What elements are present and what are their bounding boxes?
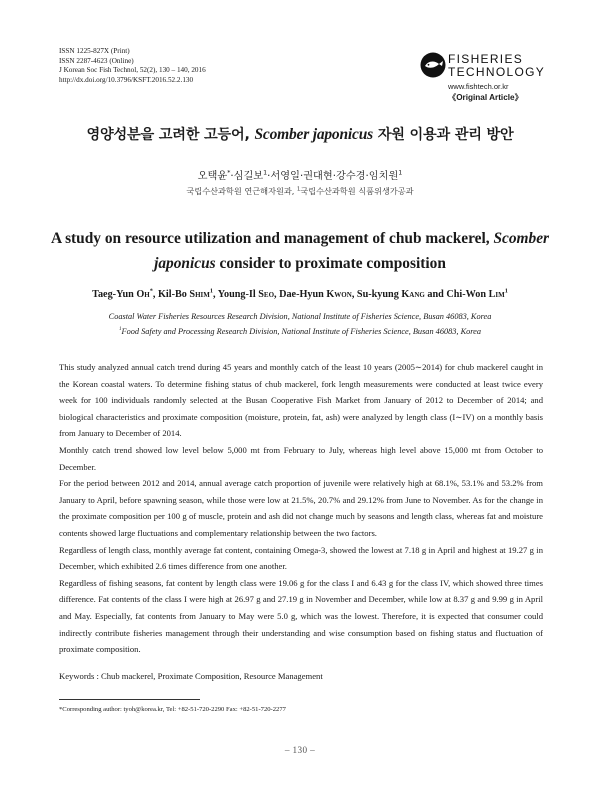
page-number: – 130 – [284, 745, 316, 755]
author-en-last: Oh [136, 289, 150, 300]
author-ko: 오택윤 [197, 171, 228, 182]
english-authors: Taeg-Yun Oh*, Kil-Bo Shim$^1$, Young-Il Seo, Dae-Hyun Kwon, Su-kyung Kang and Chi-Won Lim$^1$ [92, 287, 508, 300]
english-affil-2-line [0, 324, 600, 339]
author-ko-sup: 1 [263, 169, 268, 177]
footnote-divider [59, 699, 200, 700]
author-en-last: Lim [488, 289, 505, 300]
abstract-paragraph: Regardless of fishing seasons, fat content by length class were 19.06 g for the class I and 6.43 g for the class IV, which showed three times difference. Fat contents of the class I were high at 26.97 g and 27.19 g in November and December, while low at 8.37 g and 9.99 g in April and May. Especially, fat contents from January to May were 5.0 g, which was the lowest. Therefore, it is expected that consumer could indirectly contribute fisheries management through their understanding and wise consumption based on fishing status and fluctuation of proximate composition. [59, 577, 543, 655]
logo-word-fisheries: FISHERIES [448, 52, 524, 66]
english-title-species: Scomber japonicus [154, 230, 550, 272]
corresponding-author-footnote: *Corresponding author: tyoh@korea.kr, Tel: +82-51-720-2290 Fax: +82-51-720-2277 [59, 706, 286, 713]
korean-authors: 오택윤*·심길보$^1$·서영일·권대현·강수경·임치원$^1$ [197, 169, 403, 182]
author-en-first: Chi-Won [446, 289, 487, 300]
abstract-paragraph: For the period between 2012 and 2014, annual average catch proportion of juvenile were relatively high at 68.1%, 53.1% and 53.2% from January to April, before spawning season, while those were low at 21.5%, 20.7% and 29.12% from June to November. As for the change in the proximate composition per 100 g of muscle, protein and ash did not change much by seasons and length class, whereas fat and moisture contents showed large fluctuations and complementary relationship between the two factors. [59, 478, 543, 538]
author-en-last: Kang [401, 289, 425, 300]
korean-title-pre: 영양성분을 고려한 고등어, [86, 127, 255, 143]
korean-affil-2: 국립수산과학원 식품위생가공과 [300, 186, 414, 196]
korean-title-species: Scomber japonicus [254, 126, 373, 143]
korean-title-post: 자원 이용과 관리 방안 [372, 127, 514, 143]
author-en-first: Taeg-Yun [92, 289, 134, 300]
author-ko: 서영일 [270, 171, 300, 182]
english-affil-2: Food Safety and Processing Research Division, National Institute of Fisheries Science, Busan 46083, Korea [121, 327, 482, 336]
english-affil-2-sup: 1 [118, 326, 122, 333]
journal-meta [59, 47, 206, 85]
author-en-last: Kwon [326, 289, 352, 300]
abstract-paragraph: Monthly catch trend showed low level below 5,000 mt from February to July, whereas high level above 15,000 mt from October to December. [59, 444, 543, 472]
author-en-last: Seo [258, 289, 275, 300]
author-en-first: Dae-Hyun [279, 289, 324, 300]
citation: J Korean Soc Fish Technol, 52(2), 130 – 140, 2016 [59, 66, 206, 75]
author-en-last: Shim [189, 289, 210, 300]
english-title-post: consider to proximate composition [215, 255, 446, 272]
author-en-first: Kil-Bo [158, 289, 187, 300]
korean-affil-1: 국립수산과학원 연근해자원과, [186, 186, 295, 196]
author-en-sup: * [149, 287, 153, 295]
author-en-first: Su-kyung [356, 289, 399, 300]
author-ko-sup: 1 [398, 169, 403, 177]
author-ko: 심길보 [233, 171, 264, 182]
keywords: Keywords : Chub mackerel, Proximate Composition, Resource Management [59, 671, 323, 681]
author-en-sup: 1 [504, 287, 508, 295]
logo-word-technology: TECHNOLOGY [448, 65, 546, 79]
english-title [50, 226, 550, 276]
journal-logo [420, 50, 546, 108]
author-ko: 강수경 [335, 171, 366, 182]
doi-link[interactable]: http://dx.doi.org/10.3796/KSFT.2016.52.2.130 [59, 75, 194, 84]
journal-url[interactable]: www.fishtech.or.kr [448, 82, 509, 91]
author-ko-sup: * [227, 169, 231, 177]
korean-affil-2-sup: 1 [297, 186, 301, 193]
issn-online: ISSN 2287-4623 (Online) [59, 56, 134, 65]
english-affil-1: Coastal Water Fisheries Resources Research Division, National Institute of Fisheries Science, Busan 46083, Korea [108, 312, 492, 321]
korean-affiliations [0, 186, 600, 197]
fish-logo-icon [420, 52, 446, 78]
author-en-first: Young-Il [217, 289, 256, 300]
author-ko: 임치원 [368, 171, 399, 182]
english-title-pre: A study on resource utilization and management of chub mackerel, [50, 230, 494, 247]
english-affiliations [0, 309, 600, 339]
issn-print: ISSN 1225-827X (Print) [59, 47, 130, 55]
abstract [59, 359, 543, 658]
abstract-paragraph: Regardless of length class, monthly average fat content, containing Omega-3, showed the lowest at 7.18 g in April and highest at 19.27 g in December, which exhibited 2.6 times difference from one another. [59, 544, 543, 572]
author-ko: 권대현 [303, 171, 333, 182]
korean-title [0, 124, 600, 144]
author-en-sup: 1 [209, 287, 214, 295]
article-type: 《Original Article》 [448, 93, 523, 102]
abstract-paragraph: This study analyzed annual catch trend during 45 years and monthly catch of the least 10 years (2005∼2014) for chub mackerel caught in the Korean coastal waters. To determine fishing status of chub mackerel, fork length measurements were conducted at least twice every week for 100 individuals randomly selected at the Busan Cooperative Fish Market from January of 2012 to December of 2014; and biological characteristics and proximate composition (moisture, protein, fat, ash) were analyzed by length class (I∼IV) on a monthly basis from January to December of 2014. [59, 362, 543, 439]
